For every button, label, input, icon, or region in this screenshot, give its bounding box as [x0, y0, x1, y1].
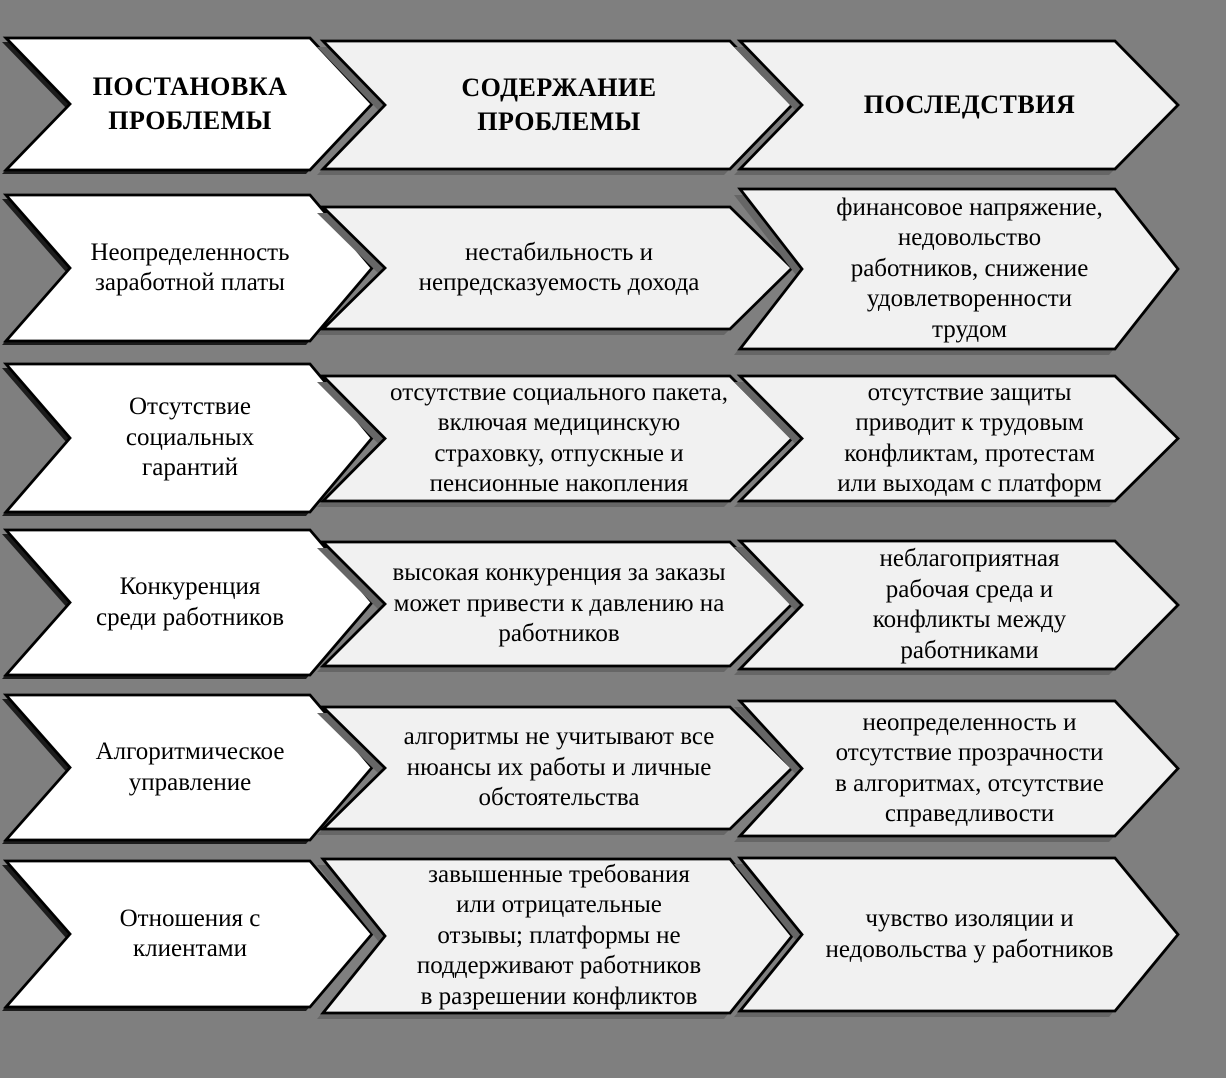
row-5-consequence-label: чувство изоляции и недовольства у работников — [825, 905, 1114, 963]
arrow-body — [323, 859, 792, 1013]
row-4-content-label: алгоритмы не учитывают все нюансы их работы и личные обстоятельства — [403, 723, 715, 812]
row-1-problem-label: Неопределенность заработной платы — [90, 238, 290, 296]
arrow-row-5-consequence — [734, 858, 1178, 1017]
arrow-row-2-problem — [2, 364, 372, 516]
row-2-consequence-label: отсутствие защиты приводит к трудовым конфликтам, протестам или выходам с платформ — [837, 378, 1102, 497]
row-4-problem-label: Алгоритмическое управление — [95, 738, 285, 796]
row-2-content-label: отсутствие социального пакета, включая медицинскую страховку, отпускные и пенсионные накопления — [390, 378, 728, 497]
row-5-problem-label: Отношения с клиентами — [119, 904, 261, 962]
arrow-body — [6, 861, 372, 1007]
arrow-row-1-problem — [2, 195, 372, 345]
arrow-body — [6, 530, 372, 675]
arrow-body — [740, 41, 1178, 169]
arrow-row-1-content — [317, 207, 792, 335]
arrow-body — [740, 858, 1178, 1011]
arrow-row-3-problem — [2, 530, 372, 679]
arrow-row-5-content — [317, 859, 792, 1019]
row-3-content-label: высокая конкуренция за заказы может привести к давлению на работников — [392, 559, 726, 648]
row-5-content-label: завышенные требования или отрицательные отзывы; платформы не поддерживают работников в разрешении конфликтов — [416, 860, 702, 1010]
arrow-body — [6, 364, 372, 512]
row-3-consequence-label: неблагоприятная рабочая среда и конфликты между работниками — [872, 545, 1067, 664]
column-header-consequence: ПОСЛЕДСТВИЯ — [863, 90, 1076, 120]
arrow-body — [740, 189, 1178, 349]
arrow-row-4-consequence — [734, 701, 1178, 842]
arrow-body — [323, 707, 792, 829]
column-header-content: СОДЕРЖАНИЕ ПРОБЛЕМЫ — [461, 73, 657, 136]
arrow-row-2-consequence — [734, 376, 1178, 507]
arrow-body — [323, 207, 792, 329]
arrow-row-2-content — [317, 376, 792, 507]
row-3-problem-label: Конкуренция среди работников — [95, 573, 285, 631]
arrow-header-content — [317, 41, 792, 175]
arrow-row-3-consequence — [734, 541, 1178, 675]
column-header-problem: ПОСТАНОВКА ПРОБЛЕМЫ — [92, 72, 288, 135]
arrow-row-4-problem — [2, 695, 372, 844]
arrow-body — [323, 542, 792, 666]
arrow-header-consequence — [734, 41, 1178, 175]
arrow-body — [740, 376, 1178, 501]
row-2-problem-label: Отсутствие социальных гарантий — [125, 393, 255, 482]
arrow-row-3-content — [317, 542, 792, 672]
arrow-row-5-problem — [2, 861, 372, 1011]
arrow-body — [6, 695, 372, 840]
arrow-body — [740, 701, 1178, 836]
arrow-body — [6, 195, 372, 341]
row-1-consequence-label: финансовое напряжение, недовольство работников, снижение удовлетворенности трудом — [836, 193, 1103, 343]
arrow-row-1-consequence — [734, 189, 1178, 355]
arrow-row-4-content — [317, 707, 792, 835]
arrow-body — [323, 41, 792, 169]
row-1-content-label: нестабильность и непредсказуемость дохода — [418, 238, 700, 296]
arrow-body — [323, 376, 792, 501]
arrow-body — [6, 38, 372, 170]
arrow-header-problem — [2, 38, 372, 174]
row-4-consequence-label: неопределенность и отсутствие прозрачности в алгоритмах, отсутствие справедливости — [835, 708, 1104, 827]
arrow-body — [740, 541, 1178, 669]
